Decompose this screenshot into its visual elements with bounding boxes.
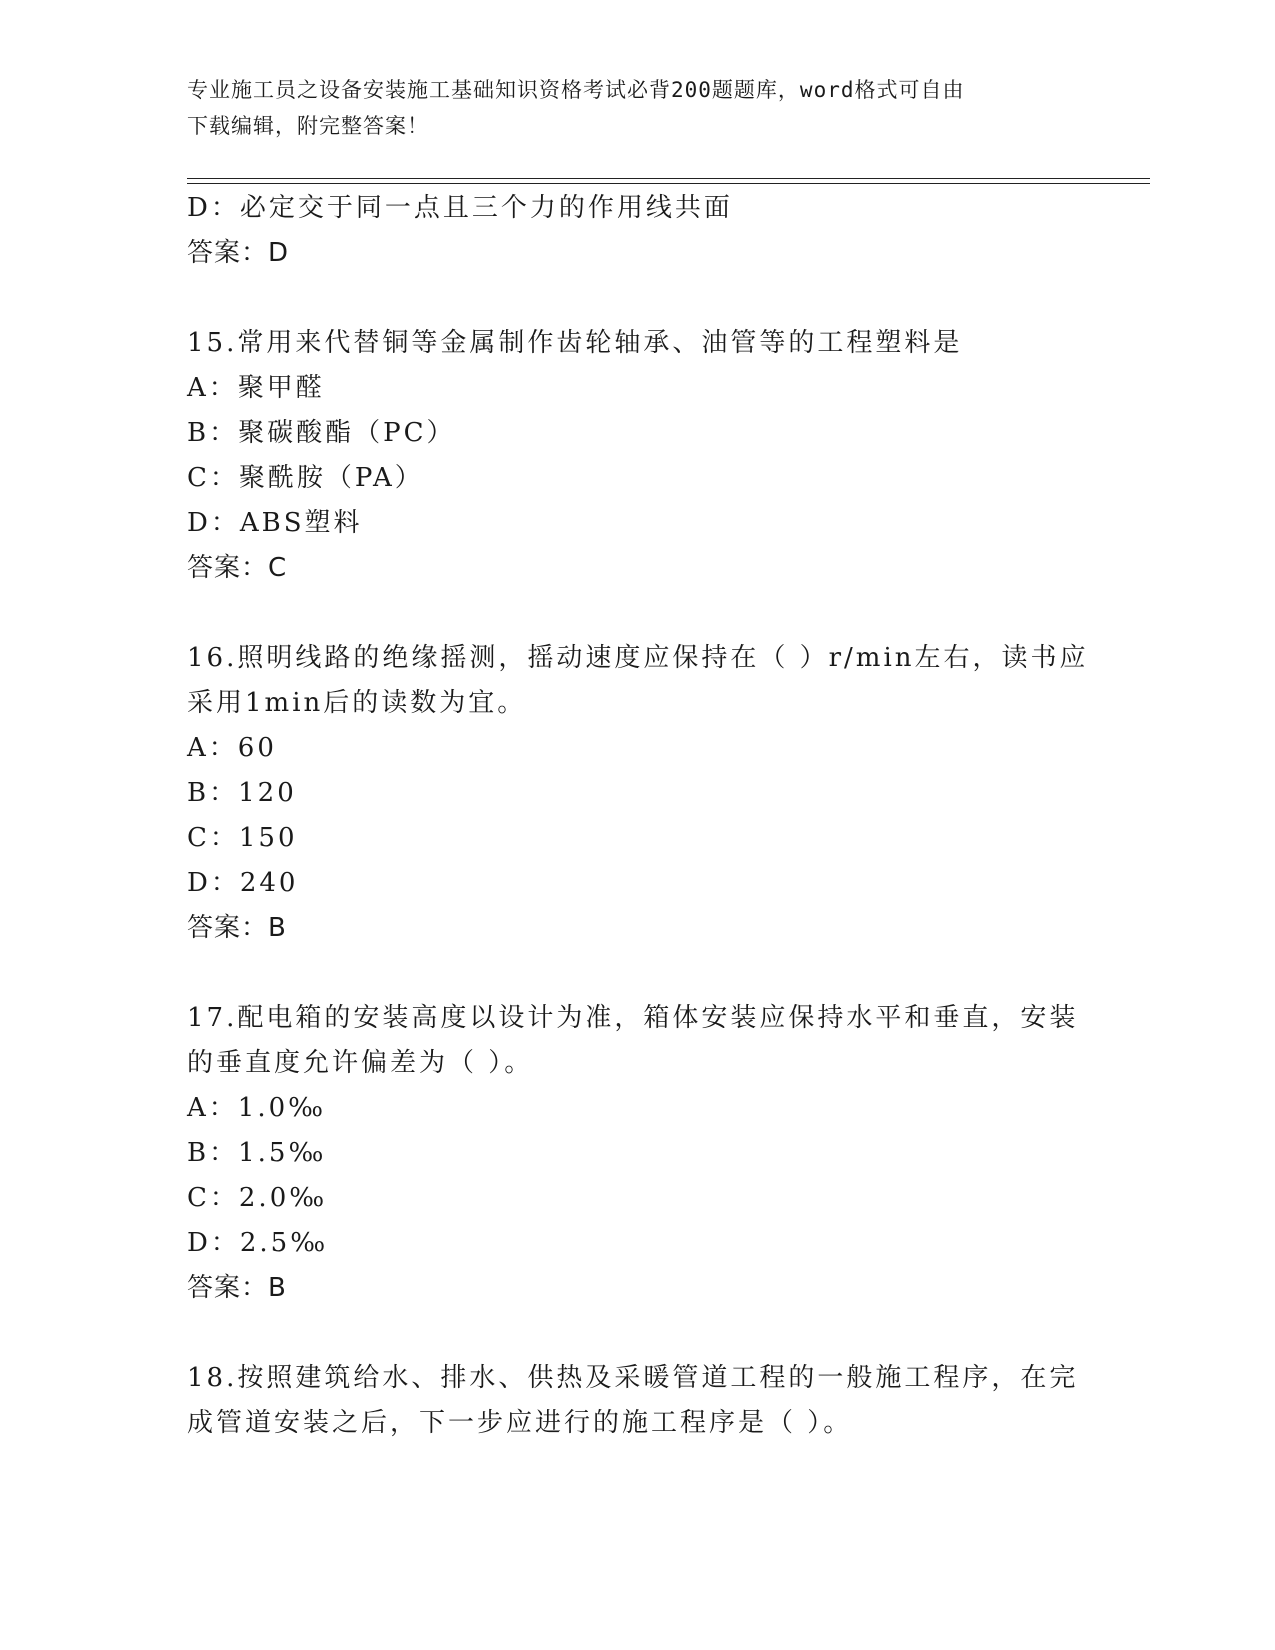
q14-option-d: D：必定交于同一点且三个力的作用线共面 — [187, 193, 733, 223]
header-divider-bottom — [187, 183, 1150, 184]
q16-answer: 答案：B — [187, 913, 287, 943]
q15-question: 15.常用来代替铜等金属制作齿轮轴承、油管等的工程塑料是 — [187, 328, 963, 358]
q17-option-a: A：1.0‰ — [187, 1093, 327, 1123]
q16-option-d: D：240 — [187, 868, 299, 898]
q17-option-d: D：2.5‰ — [187, 1228, 329, 1258]
q15-option-d: D：ABS塑料 — [187, 508, 363, 538]
q17-question-line-2: 的垂直度允许偏差为（ ）。 — [187, 1048, 534, 1078]
q17-answer: 答案：B — [187, 1273, 287, 1303]
q18-question-line-2: 成管道安装之后，下一步应进行的施工程序是（ ）。 — [187, 1408, 853, 1438]
q15-option-b: B：聚碳酸酯（PC） — [187, 418, 456, 448]
q15-answer: 答案：C — [187, 553, 288, 583]
header-line-2: 下载编辑，附完整答案！ — [187, 114, 429, 138]
q15-option-a: A：聚甲醛 — [187, 373, 325, 403]
q17-option-b: B：1.5‰ — [187, 1138, 327, 1168]
header-divider-top — [187, 178, 1150, 179]
q16-question-line-1: 16.照明线路的绝缘摇测，摇动速度应保持在（ ）r/min左右，读书应 — [187, 643, 1089, 673]
q16-option-b: B：120 — [187, 778, 297, 808]
document-header — [187, 72, 1087, 144]
q14-answer: 答案：D — [187, 238, 290, 268]
q16-question-line-2: 采用1min后的读数为宜。 — [187, 688, 527, 718]
q18-question-line-1: 18.按照建筑给水、排水、供热及采暖管道工程的一般施工程序，在完 — [187, 1363, 1079, 1393]
q15-option-c: C：聚酰胺（PA） — [187, 463, 424, 493]
q17-option-c: C：2.0‰ — [187, 1183, 328, 1213]
header-line-1: 专业施工员之设备安装施工基础知识资格考试必背200题题库，word格式可自由 — [187, 78, 965, 102]
q16-option-c: C：150 — [187, 823, 298, 853]
q17-question-line-1: 17.配电箱的安装高度以设计为准，箱体安装应保持水平和垂直，安装 — [187, 1003, 1079, 1033]
q16-option-a: A：60 — [187, 733, 277, 763]
